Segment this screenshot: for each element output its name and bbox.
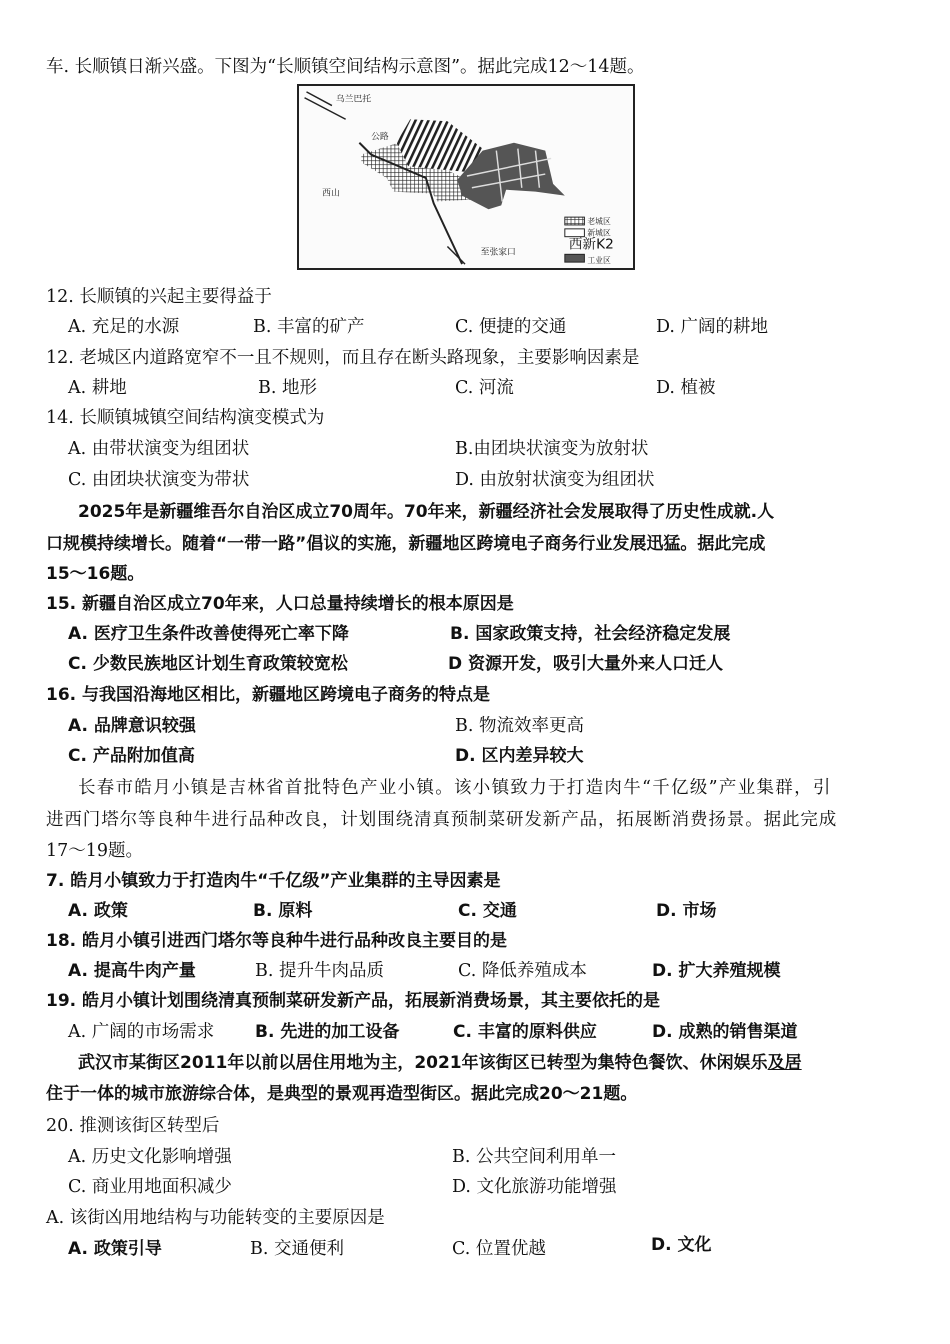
map-label-xishan: 西山 — [322, 188, 340, 199]
legend-overlay-text: 西新K2 — [568, 236, 614, 253]
q19-option-a[interactable]: A. 广阔的市场需求 — [68, 1022, 215, 1042]
passage-haoyue-line-1: 长春市皓月小镇是吉林省首批特色产业小镇。该小镇致力于打造肉牛“千亿级”产业集群，引 — [78, 778, 832, 798]
passage-xinjiang-line-3: 15～16题。 — [46, 564, 145, 584]
question-19-stem: 19. 皓月小镇计划围绕清真预制菜研发新产品，拓展新消费场景，其主要依托的是 — [46, 991, 661, 1011]
legend-new-town: 新城区 — [587, 228, 611, 238]
question-18-stem: 18. 皓月小镇引进西门塔尔等良种牛进行品种改良主要目的是 — [46, 931, 508, 951]
question-12-stem: 12. 长顺镇的兴起主要得益于 — [46, 287, 272, 307]
passage-haoyue-line-2: 进西门塔尔等良种牛进行品种改良，计划围绕清真预制菜研发新产品，拓展断消费扬景。据此完成 — [46, 810, 838, 830]
q16-option-d[interactable]: D. 区内差异较大 — [455, 746, 584, 766]
q16-option-b[interactable]: B. 物流效率更高 — [455, 716, 584, 736]
q13-option-d[interactable]: D. 植被 — [656, 378, 716, 398]
q21-option-c[interactable]: C. 位置优越 — [452, 1239, 546, 1259]
q20-option-c[interactable]: C. 商业用地面积减少 — [68, 1177, 232, 1197]
q13-option-c[interactable]: C. 河流 — [455, 378, 514, 398]
q15-option-b[interactable]: B. 国家政策支持，社会经济稳定发展 — [450, 624, 731, 644]
map-label-zhangjiakou: 至张家口 — [480, 247, 516, 258]
passage-wuhan-line-1 — [78, 1052, 802, 1074]
q16-option-c[interactable]: C. 产品附加值高 — [68, 746, 195, 766]
q14-option-c[interactable]: C. 由团块状演变为带状 — [68, 470, 250, 490]
q17-option-a[interactable]: A. 政策 — [68, 901, 128, 921]
q17-option-d[interactable]: D. 市场 — [656, 901, 717, 921]
q21-option-b[interactable]: B. 交通便利 — [250, 1239, 344, 1259]
q20-option-a[interactable]: A. 历史文化影响增强 — [68, 1147, 232, 1167]
q12-option-a[interactable]: A. 充足的水源 — [68, 317, 180, 337]
question-14-stem: 14. 长顺镇城镇空间结构演变模式为 — [46, 408, 325, 428]
question-13-stem: 12. 老城区内道路宽窄不一且不规则，而且存在断头路现象，主要影响因素是 — [46, 348, 640, 368]
q19-option-d[interactable]: D. 成熟的销售渠道 — [652, 1022, 798, 1042]
q19-option-b[interactable]: B. 先进的加工设备 — [255, 1022, 400, 1042]
question-20-stem: 20. 推测该街区转型后 — [46, 1116, 220, 1136]
q18-option-a[interactable]: A. 提高牛肉产量 — [68, 961, 196, 981]
passage-xinjiang-line-1: 2025年是新疆维吾尔自治区成立70周年。70年来，新疆经济社会发展取得了历史性成就.人 — [78, 502, 775, 522]
map-figure — [299, 86, 633, 268]
map-label-ulaanbaatar: 乌兰巴托 — [335, 94, 372, 105]
q12-option-b[interactable]: B. 丰富的矿产 — [253, 317, 365, 337]
q18-option-b[interactable]: B. 提升牛肉品质 — [255, 961, 384, 981]
road-to-south — [447, 246, 465, 264]
passage-wuhan-line-1-text: 武汉市某街区2011年以前以居住用地为主，2021年该街区已转型为集特色餐饮、休闲娱乐 — [78, 1053, 768, 1073]
q17-option-c[interactable]: C. 交通 — [458, 901, 517, 921]
new-town-area — [397, 119, 483, 172]
question-21-stem: A. 该街凶用地结构与功能转变的主要原因是 — [46, 1208, 385, 1228]
q12-option-c[interactable]: C. 便捷的交通 — [455, 317, 567, 337]
passage-xinjiang-line-2: 口规模持续增长。随着“一带一路”倡议的实施，新疆地区跨境电子商务行业发展迅猛。据此完成 — [46, 534, 766, 554]
q13-option-a[interactable]: A. 耕地 — [68, 378, 127, 398]
q17-option-b[interactable]: B. 原料 — [253, 901, 313, 921]
legend-industrial: 工业区 — [587, 256, 611, 266]
passage-wuhan-line-2: 住于一体的城市旅游综合体，是典型的景观再造型街区。据此完成20～21题。 — [46, 1084, 638, 1104]
q20-option-b[interactable]: B. 公共空间利用单一 — [452, 1147, 616, 1167]
question-16-stem: 16. 与我国沿海地区相比，新疆地区跨境电子商务的特点是 — [46, 685, 491, 705]
legend-old-town: 老城区 — [587, 216, 611, 226]
q14-option-d[interactable]: D. 由放射状演变为组团状 — [455, 470, 655, 490]
q21-option-d[interactable]: D. 文化 — [651, 1235, 712, 1255]
q18-option-d[interactable]: D. 扩大养殖规模 — [652, 961, 781, 981]
town-structure-map — [297, 84, 635, 270]
q15-option-c[interactable]: C. 少数民族地区计划生育政策较宽松 — [68, 654, 348, 674]
q14-option-a[interactable]: A. 由带状演变为组团状 — [68, 439, 250, 459]
q18-option-c[interactable]: C. 降低养殖成本 — [458, 961, 587, 981]
q15-option-d[interactable]: D 资源开发，吸引大量外来人口迁人 — [448, 654, 724, 674]
q21-option-a[interactable]: A. 政策引导 — [68, 1239, 162, 1259]
q14-option-b[interactable]: B.由团块状演变为放射状 — [455, 439, 649, 459]
passage-wuhan-underlined: 及居 — [767, 1053, 802, 1073]
q20-option-d[interactable]: D. 文化旅游功能增强 — [452, 1177, 617, 1197]
map-label-road: 公路 — [371, 131, 389, 142]
q16-option-a[interactable]: A. 品牌意识较强 — [68, 716, 196, 736]
q12-option-d[interactable]: D. 广阔的耕地 — [656, 317, 769, 337]
question-15-stem: 15. 新疆自治区成立70年来，人口总量持续增长的根本原因是 — [46, 594, 514, 614]
q13-option-b[interactable]: B. 地形 — [258, 378, 317, 398]
question-17-stem: 7. 皓月小镇致力于打造肉牛“千亿级”产业集群的主导因素是 — [46, 871, 501, 891]
passage-haoyue-line-3: 17～19题。 — [46, 841, 144, 861]
intro-line: 车. 长顺镇日渐兴盛。下图为“长顺镇空间结构示意图”。据此完成12～14题。 — [46, 57, 645, 77]
q15-option-a[interactable]: A. 医疗卫生条件改善使得死亡率下降 — [68, 624, 349, 644]
q19-option-c[interactable]: C. 丰富的原料供应 — [453, 1022, 597, 1042]
